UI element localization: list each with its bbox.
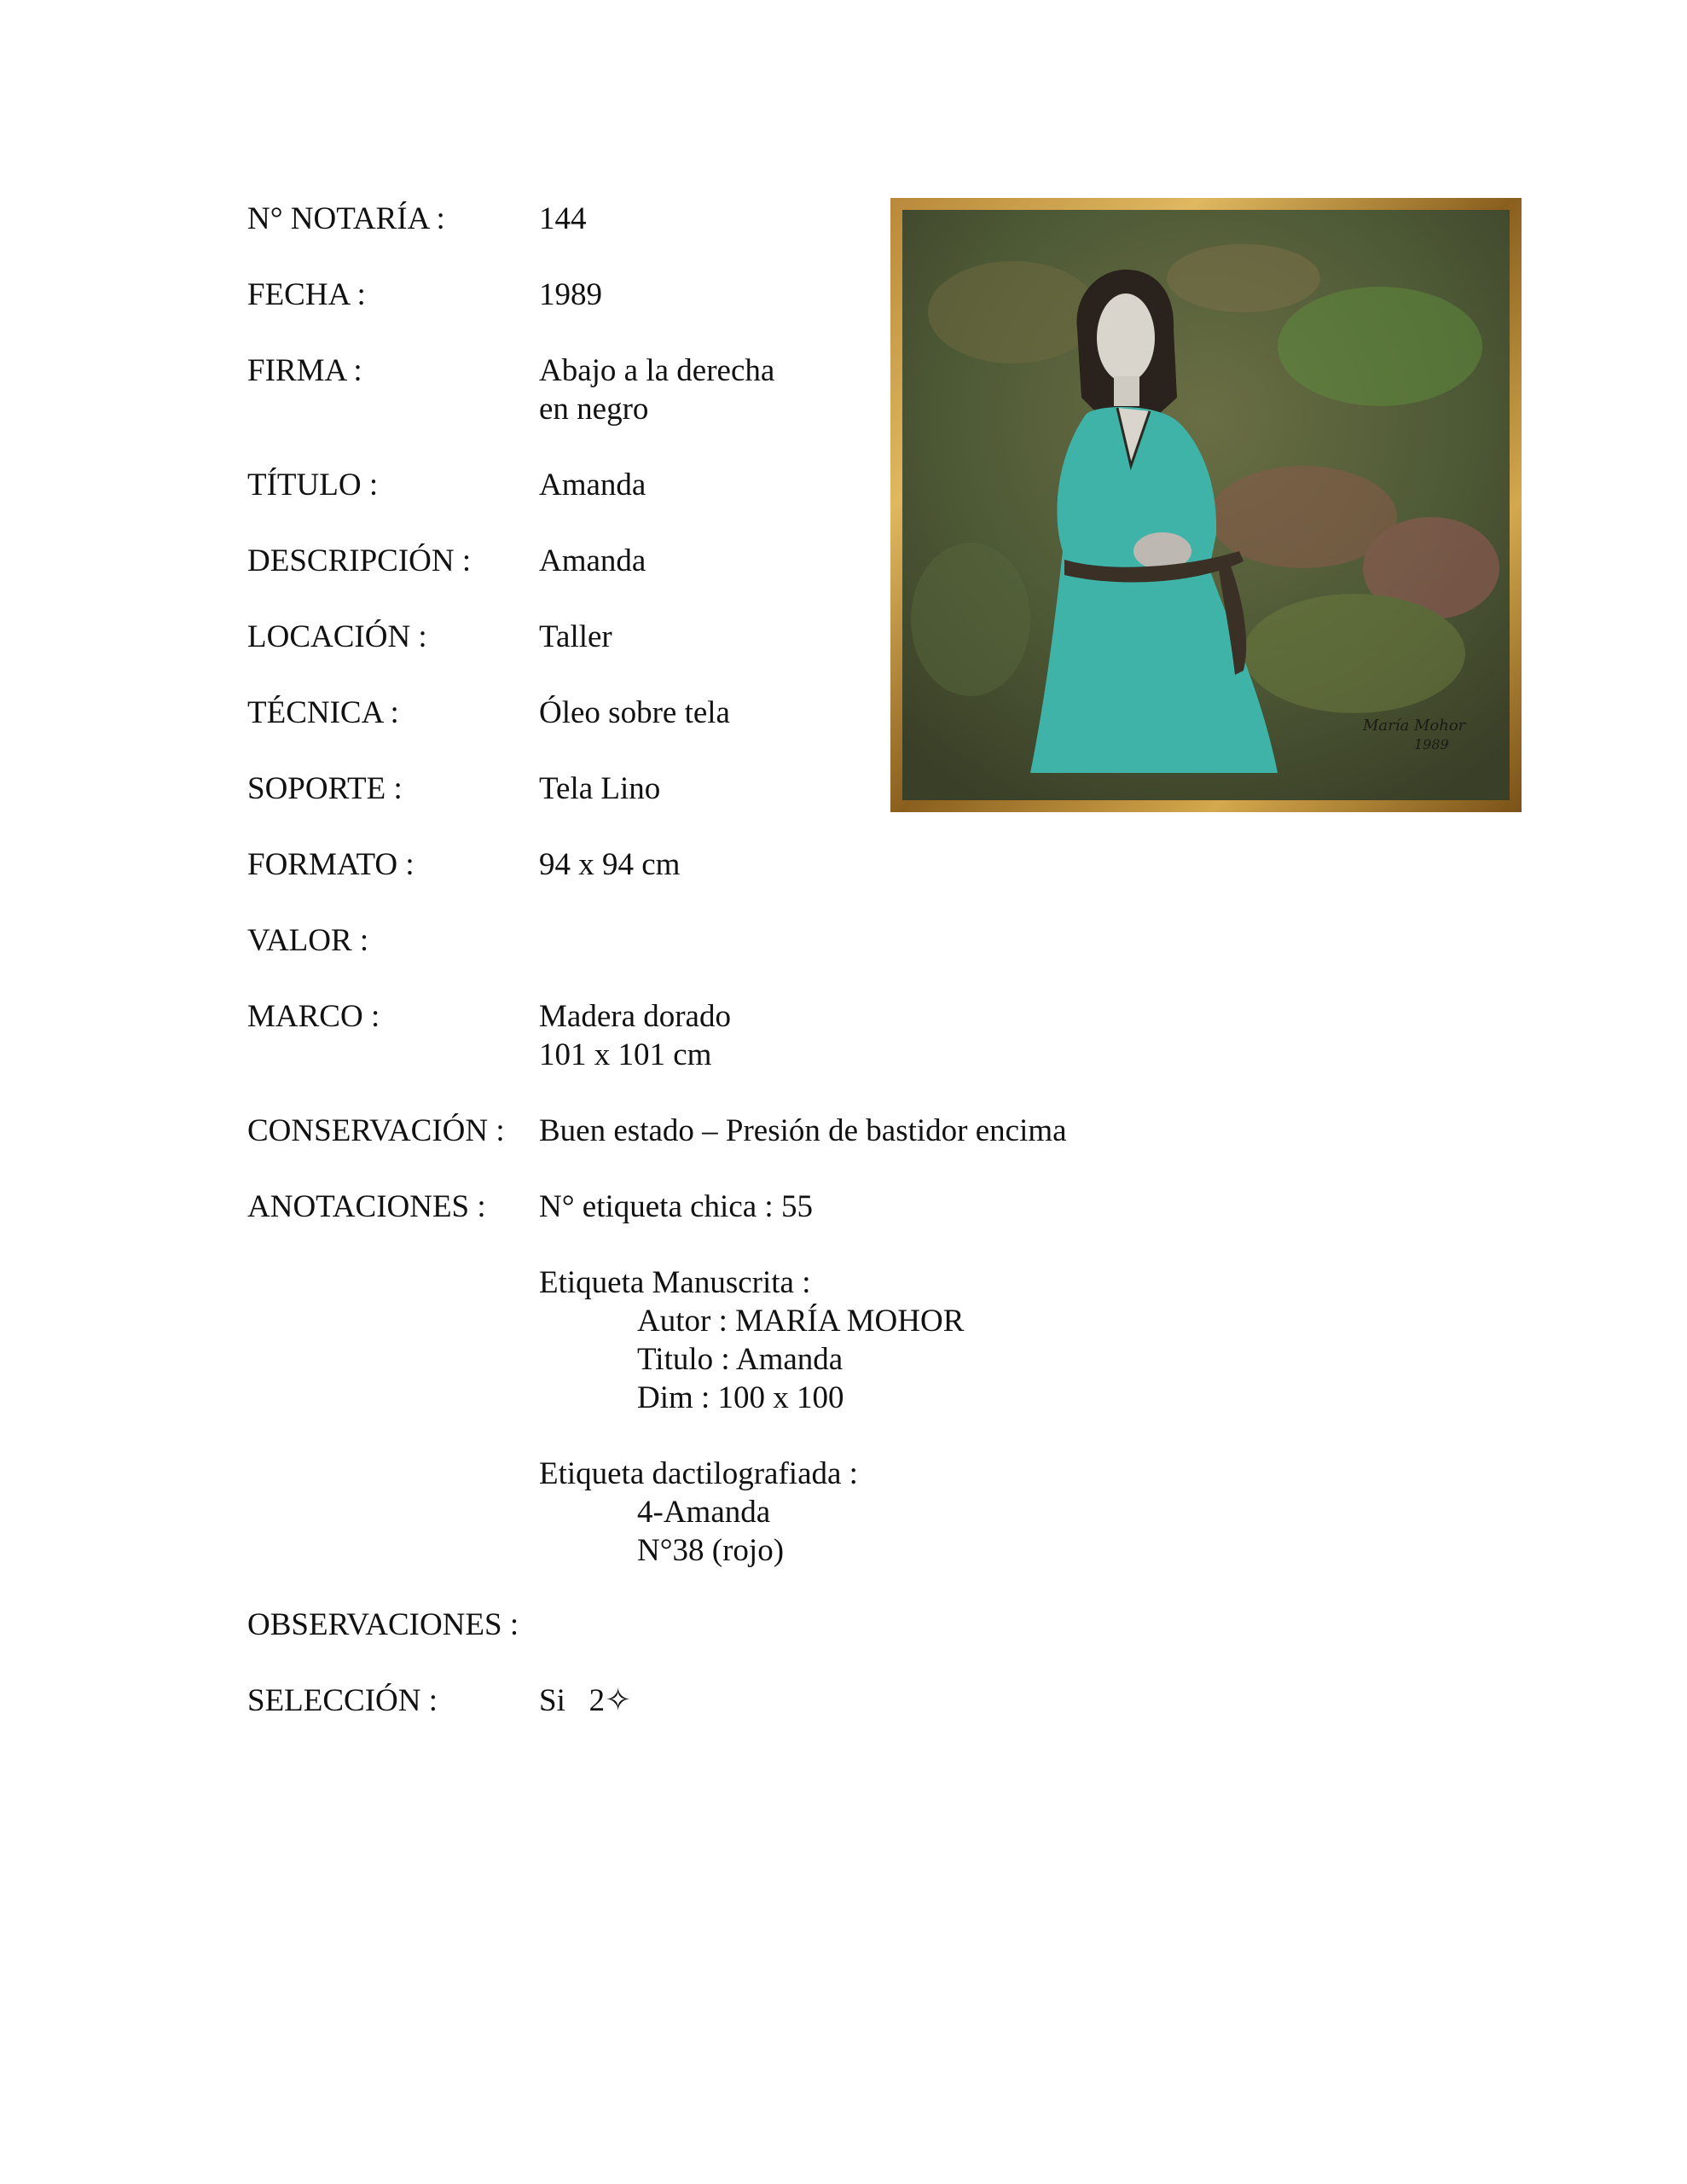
value-locacion: Taller — [539, 619, 612, 654]
value-marco-line2: 101 x 101 cm — [539, 1037, 712, 1072]
value-notaria: 144 — [539, 201, 587, 236]
painting-canvas — [902, 210, 1510, 800]
label-notaria: N° NOTARÍA : — [247, 201, 445, 236]
value-tecnica: Óleo sobre tela — [539, 695, 730, 730]
value-seleccion: Si 2✧ — [539, 1683, 632, 1718]
value-titulo: Amanda — [539, 468, 646, 502]
value-marco — [539, 997, 731, 1074]
painting-photo — [890, 198, 1522, 812]
label-soporte: SOPORTE : — [247, 771, 403, 806]
dactilo-line-2: N°38 (rojo) — [637, 1533, 785, 1568]
value-firma — [539, 351, 774, 428]
dactilo-line-1: 4-Amanda — [637, 1495, 771, 1530]
etiqueta-manuscrita-title: Etiqueta Manuscrita : — [539, 1265, 811, 1300]
manuscrita-titulo: Titulo : Amanda — [637, 1342, 844, 1377]
value-firma-line2: en negro — [539, 392, 649, 427]
value-conservacion: Buen estado – Presión de bastidor encima — [539, 1113, 1067, 1148]
manuscrita-autor: Autor : MARÍA MOHOR — [637, 1304, 965, 1339]
manuscrita-dim: Dim : 100 x 100 — [637, 1380, 844, 1415]
figure-face — [1097, 293, 1155, 382]
etiqueta-manuscrita-list — [637, 1302, 964, 1417]
figure-neck — [1114, 376, 1139, 406]
value-etiqueta-chica: N° etiqueta chica : 55 — [539, 1189, 813, 1224]
label-tecnica: TÉCNICA : — [247, 695, 399, 730]
painting-signature-year: 1989 — [1414, 736, 1449, 752]
label-descripcion: DESCRIPCIÓN : — [247, 543, 472, 578]
value-formato: 94 x 94 cm — [539, 847, 681, 882]
label-fecha: FECHA : — [247, 277, 366, 312]
label-valor: VALOR : — [247, 923, 369, 958]
etiqueta-dactilo-title: Etiqueta dactilografiada : — [539, 1456, 858, 1491]
etiqueta-dactilo-list — [637, 1493, 784, 1570]
value-descripcion: Amanda — [539, 543, 646, 578]
label-anotaciones: ANOTACIONES : — [247, 1189, 486, 1224]
label-firma: FIRMA : — [247, 353, 362, 388]
value-marco-line1: Madera dorado — [539, 999, 731, 1034]
label-observaciones: OBSERVACIONES : — [247, 1607, 519, 1642]
painting-signature: María Mohor — [1363, 717, 1466, 735]
label-titulo: TÍTULO : — [247, 468, 379, 502]
label-locacion: LOCACIÓN : — [247, 619, 427, 654]
label-formato: FORMATO : — [247, 847, 415, 882]
value-firma-line1: Abajo a la derecha — [539, 353, 775, 388]
value-fecha: 1989 — [539, 277, 602, 312]
label-conservacion: CONSERVACIÓN : — [247, 1113, 505, 1148]
value-soporte: Tela Lino — [539, 771, 661, 806]
label-seleccion: SELECCIÓN : — [247, 1683, 438, 1718]
label-marco: MARCO : — [247, 999, 380, 1034]
